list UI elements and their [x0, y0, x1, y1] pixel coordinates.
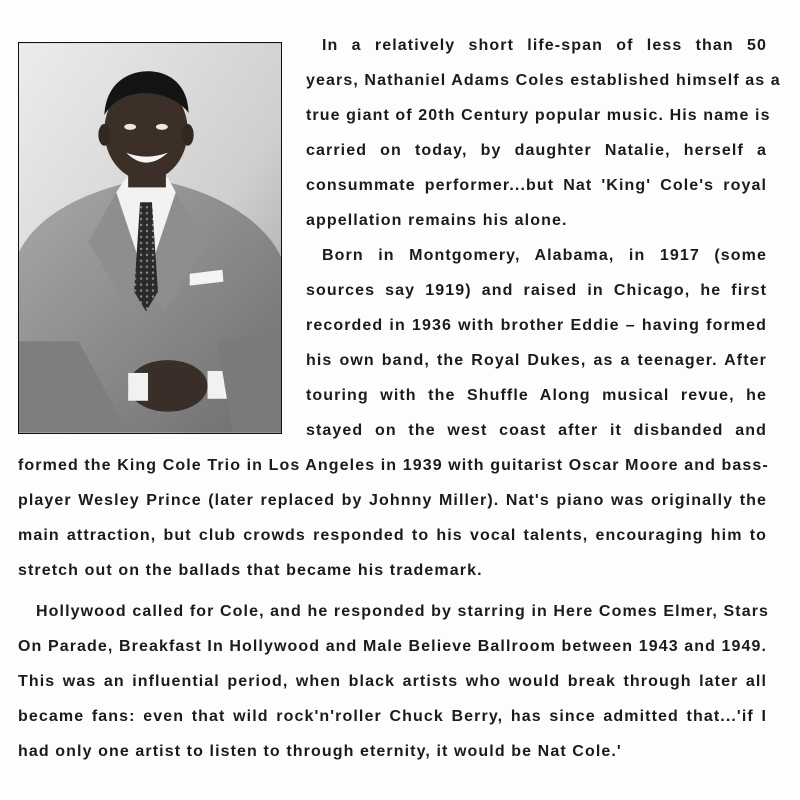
p2-line-10: stretch out on the ballads that became his trademark.	[18, 562, 483, 579]
p1-line-3: true giant of 20th Century popular music. His name is	[306, 107, 771, 124]
p2-line-7: formed the King Cole Trio in Los Angeles in 1939 with guitarist Oscar Moore and bass-	[18, 457, 769, 474]
p1-line-4: carried on today, by daughter Natalie, herself a	[306, 142, 767, 159]
p3-line-4: became fans: even that wild rock'n'roller Chuck Berry, has since admitted that...'if I	[18, 708, 767, 725]
p2-line-9: main attraction, but club crowds responded to his vocal talents, encouraging him to	[18, 527, 767, 544]
p1-line-2: years, Nathaniel Adams Coles established himself as a	[306, 72, 781, 89]
p3-line-5: had only one artist to listen to through eternity, it would be Nat Cole.'	[18, 743, 622, 760]
p2-line-5: touring with the Shuffle Along musical revue, he	[306, 387, 767, 404]
p3-line-1: Hollywood called for Cole, and he responded by starring in Here Comes Elmer, Stars	[36, 603, 770, 620]
portrait-photo	[18, 42, 282, 434]
p2-line-8: player Wesley Prince (later replaced by Johnny Miller). Nat's piano was originally the	[18, 492, 767, 509]
p2-line-3: recorded in 1936 with brother Eddie – having formed	[306, 317, 767, 334]
p2-line-1: Born in Montgomery, Alabama, in 1917 (some	[322, 247, 767, 264]
p1-line-5: consummate performer...but Nat 'King' Cole's royal	[306, 177, 767, 194]
p2-line-6: stayed on the west coast after it disbanded and	[306, 422, 767, 439]
p2-line-2: sources say 1919) and raised in Chicago, he first	[306, 282, 767, 299]
p3-line-2: On Parade, Breakfast In Hollywood and Male Believe Ballroom between 1943 and 1949.	[18, 638, 768, 655]
p2-line-4: his own band, the Royal Dukes, as a teenager. After	[306, 352, 767, 369]
p1-line-6: appellation remains his alone.	[306, 212, 568, 229]
p3-line-3: This was an influential period, when black artists who would break through later all	[18, 673, 767, 690]
portrait-illustration	[19, 43, 281, 433]
p1-line-1: In a relatively short life-span of less than 50	[322, 37, 767, 54]
